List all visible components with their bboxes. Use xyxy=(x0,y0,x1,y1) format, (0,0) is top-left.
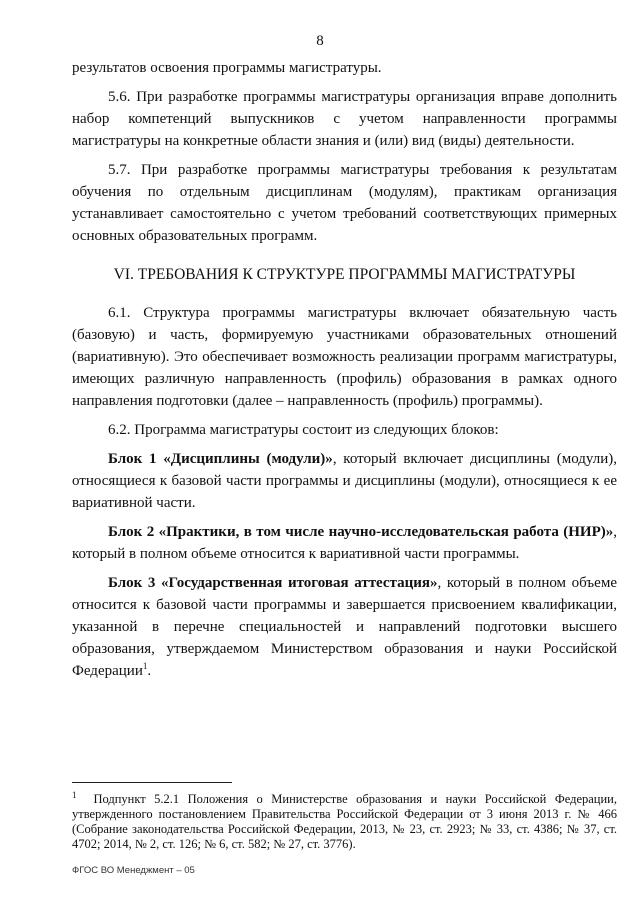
paragraph-block-3 xyxy=(72,572,617,682)
page-footer: ФГОС ВО Менеджмент – 05 xyxy=(72,865,195,876)
paragraph-5-7: 5.7. При разработке программы магистратуры требования к результатам обучения по отдельным дисциплинам (модулям), практикам организация устанавливает самостоятельно с учетом требований соответствующих примерных основных образовательных программ. xyxy=(72,162,617,244)
paragraph-block-1 xyxy=(72,448,617,514)
paragraph-continuation: результатов освоения программы магистратуры. xyxy=(72,60,382,76)
footnote xyxy=(72,789,617,852)
paragraph-6-2: 6.2. Программа магистратуры состоит из следующих блоков: xyxy=(108,422,499,438)
footnote-separator xyxy=(72,782,232,783)
footnote-text: Подпункт 5.2.1 Положения о Министерстве образования и науки Российской Федерации, утвержденного постановлением Правительства Российской Федерации от 3 июня 2013 г. № 466 (Собрание законодательства Российской Федерации, 2013, № 23, ст. 2923; № 33, ст. 4386; № 37, ст. 4702; 2014, № 2, ст. 126; № 6, ст. 582; № 27, ст. 3776). xyxy=(72,792,617,851)
block-2-text: , который в полном объеме относится к вариативной части программы. xyxy=(72,524,617,562)
block-3-end: . xyxy=(147,663,152,679)
block-1-text: , который включает дисциплины (модули), относящиеся к базовой части программы и дисциплины (модули), относящиеся к ее вариативной части. xyxy=(72,451,618,511)
block-2-title: Блок 2 «Практики, в том числе научно-исследовательская работа (НИР)» xyxy=(108,524,614,540)
paragraph-5-6: 5.6. При разработке программы магистратуры организация вправе дополнить набор компетенций выпускников с учетом направленности программы магистратуры на конкретные области знания и (или) вид (виды) деятельности. xyxy=(72,89,617,149)
paragraph-6-1: 6.1. Структура программы магистратуры включает обязательную часть (базовую) и часть, формируемую участниками образовательных отношений (вариативную). Это обеспечивает возможность реализации программ магистратуры, имеющих различную направленность (профиль) образования в рамках одного направления подготовки (далее – направленность (профиль) программы). xyxy=(72,305,617,409)
footnote-reference[interactable]: 1 xyxy=(142,661,148,671)
block-3-title: Блок 3 «Государственная итоговая аттестация» xyxy=(108,575,438,591)
block-1-title: Блок 1 «Дисциплины (модули)» xyxy=(108,451,333,467)
body-text xyxy=(72,57,617,682)
footnote-marker: 1 xyxy=(72,789,77,800)
block-3-text: , который в полном объеме относится к базовой части программы и завершается присвоением квалификации, указанной в перечне специальностей и направлений подготовки высшего образования, утверждаемом Министерством образования и науки Российской Федерации xyxy=(72,575,617,679)
section-heading: VI. ТРЕБОВАНИЯ К СТРУКТУРЕ ПРОГРАММЫ МАГИСТРАТУРЫ xyxy=(113,266,576,283)
paragraph-block-2 xyxy=(72,521,617,565)
page-number: 8 xyxy=(316,33,324,49)
